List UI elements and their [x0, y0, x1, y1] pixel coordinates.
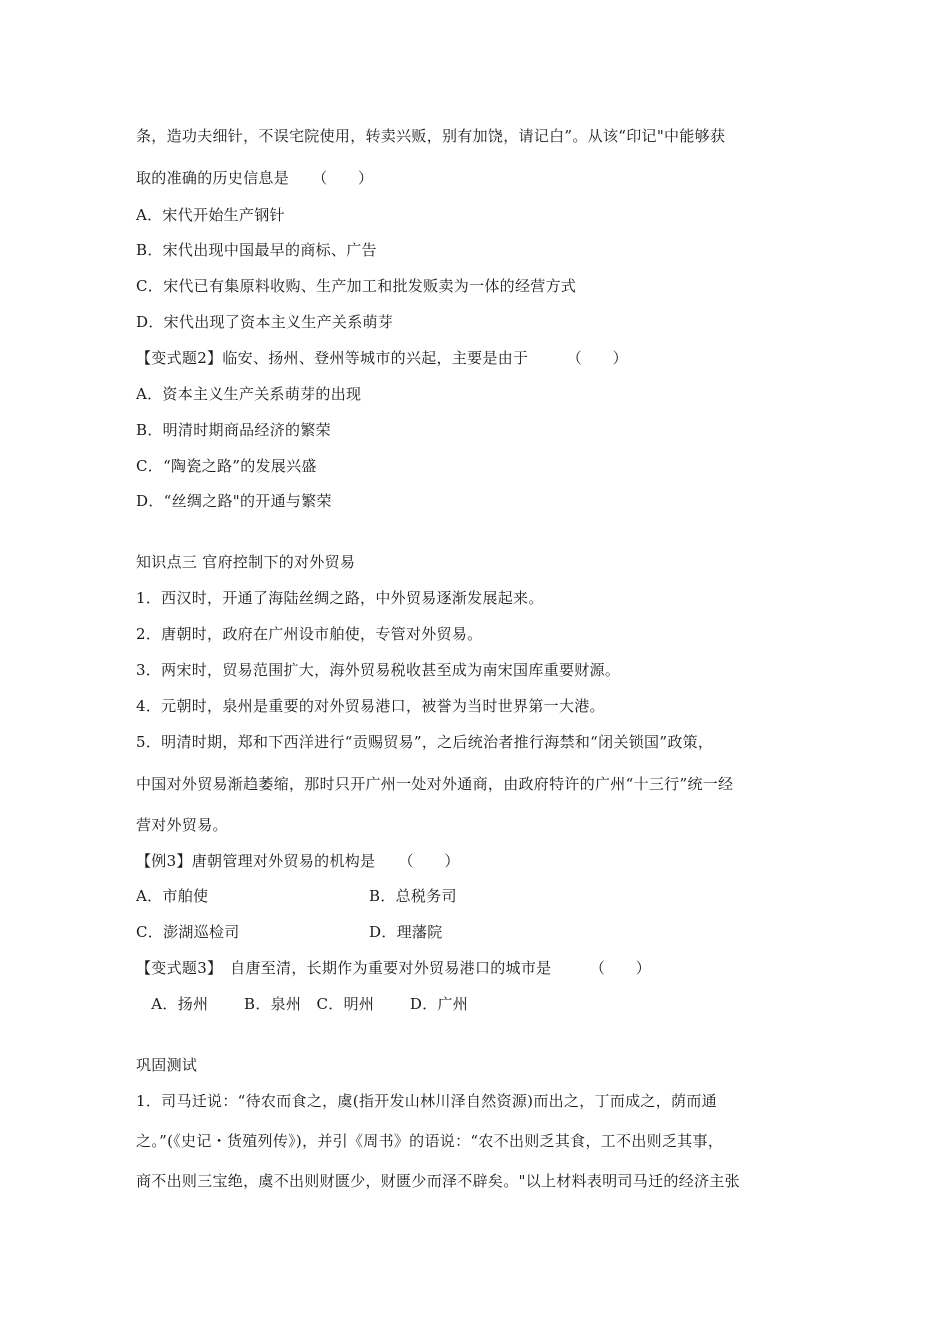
option-b: B．明清时期商品经济的繁荣: [136, 421, 331, 439]
question-text: 取的准确的历史信息是 （ ）: [136, 169, 374, 187]
option-d: D．宋代出现了资本主义生产关系萌芽: [136, 313, 394, 331]
option-d: D．“丝绸之路"的开通与繁荣: [136, 492, 332, 510]
question-text: 1．司马迁说：“待农而食之，虞(指开发山林川泽自然资源)而出之，丁而成之，荫而通: [136, 1092, 717, 1110]
section-heading: 知识点三 官府控制下的对外贸易: [136, 553, 356, 571]
option-a: A．资本主义生产关系萌芽的出现: [136, 385, 362, 403]
knowledge-point: 中国对外贸易渐趋萎缩，那时只开广州一处对外通商，由政府特许的广州“十三行”统一经: [136, 775, 734, 793]
option-b: B．总税务司: [369, 887, 457, 905]
knowledge-point: 2．唐朝时，政府在广州设市舶使，专管对外贸易。: [136, 625, 483, 643]
options-row: A．扬州 B．泉州 C．明州 D．广州: [136, 995, 469, 1013]
example-question-3: 【例3】唐朝管理对外贸易的机构是 （ ）: [136, 852, 460, 870]
section-heading: 巩固测试: [136, 1056, 198, 1074]
question-text: 商不出则三宝绝，虞不出则财匮少，财匮少而泽不辟矣。"以上材料表明司马迁的经济主张: [136, 1172, 740, 1190]
option-b: B．宋代出现中国最早的商标、广告: [136, 241, 377, 259]
knowledge-point: 1．西汉时，开通了海陆丝绸之路，中外贸易逐渐发展起来。: [136, 589, 544, 607]
knowledge-point: 3．两宋时，贸易范围扩大，海外贸易税收甚至成为南宋国库重要财源。: [136, 661, 621, 679]
option-a: A．宋代开始生产钢针: [136, 206, 285, 224]
option-a: A．市舶使: [136, 887, 209, 905]
option-c: C．宋代已有集原料收购、生产加工和批发贩卖为一体的经营方式: [136, 277, 577, 295]
variant-question-2: 【变式题2】临安、扬州、登州等城市的兴起，主要是由于 （ ）: [136, 349, 628, 367]
variant-question-3: 【变式题3】 自唐至清，长期作为重要对外贸易港口的城市是 （ ）: [136, 959, 652, 977]
option-c: C．澎湖巡检司: [136, 923, 240, 941]
question-text: 条，造功夫细针，不误宅院使用，转卖兴贩，别有加饶，请记白”。从该“印记"中能够获: [136, 127, 726, 145]
knowledge-point: 5．明清时期，郑和下西洋进行“贡赐贸易”，之后统治者推行海禁和“闭关锁国”政策，: [136, 733, 714, 751]
option-c: C．“陶瓷之路”的发展兴盛: [136, 457, 317, 475]
question-text: 之。”(《史记・货殖列传》)，并引《周书》的语说：“农不出则乏其食，工不出则乏其事，: [136, 1132, 724, 1150]
knowledge-point: 营对外贸易。: [136, 816, 228, 834]
knowledge-point: 4．元朝时，泉州是重要的对外贸易港口，被誉为当时世界第一大港。: [136, 697, 605, 715]
option-d: D．理藩院: [369, 923, 443, 941]
